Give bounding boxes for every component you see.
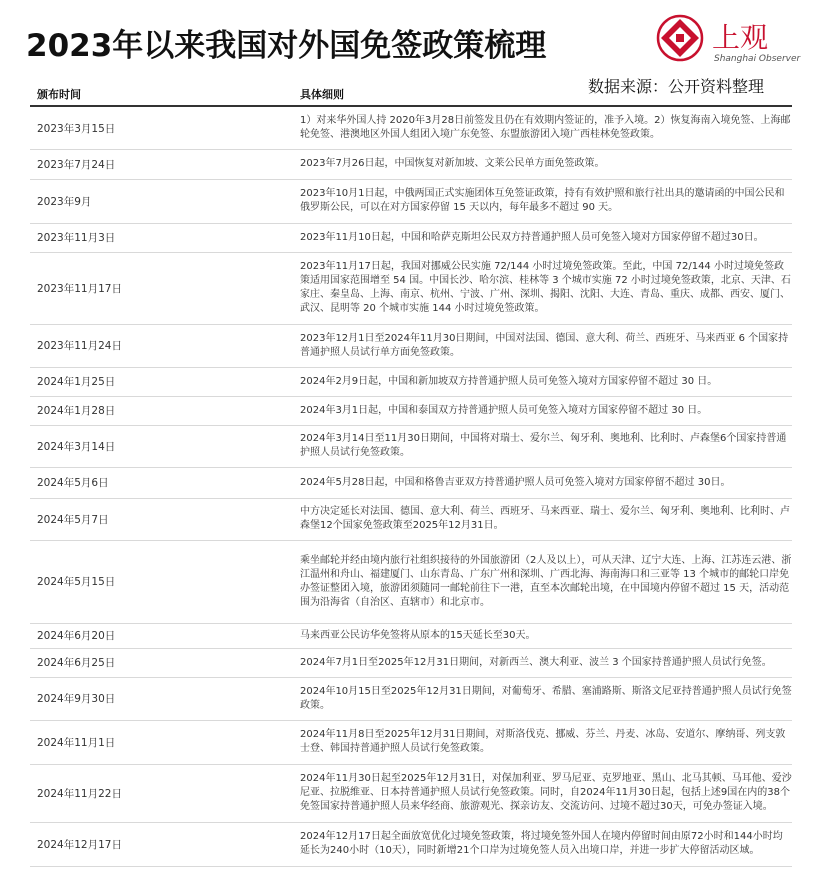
row-date: 2024年1月25日	[37, 376, 116, 388]
row-date: 2024年11月22日	[37, 787, 122, 800]
row-detail: 乘坐邮轮并经由境内旅行社组织接待的外国旅游团（2人及以上），可从天津、辽宁大连、上海、江苏连云港、浙江温州和舟山、福建厦门、山东青岛、广东广州和深圳、广西北海、海南海口和三亚等 13 个城市的邮轮口岸免办签证整团入境，旅游团须随同一邮轮前往下一港，直至本次邮轮出境，在中国境内停留不超过 15 天，活动范围为沿海省（自治区、直辖市）和北京市。	[300, 554, 792, 608]
table-row	[30, 396, 792, 426]
row-date: 2023年9月	[37, 195, 92, 208]
row-detail: 1）对来华外国人持 2020年3月28日前签发且仍在有效期内签证的，准予入境。2）恢复海南入境免签、上海邮轮免签、港澳地区外国人组团入境广东免签、东盟旅游团入境广西桂林免签政策。	[300, 115, 791, 140]
row-detail: 2023年11月10日起，中国和哈萨克斯坦公民双方持普通护照人员可免签入境对方国家停留不超过30日。	[300, 231, 764, 243]
column-header-detail: 具体细则	[300, 88, 344, 101]
data-source-note: 数据来源：公开资料整理	[588, 77, 765, 96]
row-date: 2024年3月14日	[37, 440, 116, 453]
row-date: 2024年5月15日	[37, 576, 116, 588]
row-date: 2023年11月24日	[37, 340, 122, 352]
table-row	[30, 324, 792, 368]
table-row	[30, 764, 792, 823]
row-date: 2024年9月30日	[37, 693, 116, 705]
row-date: 2024年6月20日	[37, 630, 116, 642]
row-detail: 2023年10月1日起，中俄两国正式实施团体互免签证政策，持有有效护照和旅行社出具的邀请函的中国公民和俄罗斯公民，可以在对方国家停留 15 天以内，每年最多不超过 90 天。	[300, 188, 785, 213]
row-detail: 2023年11月17日起，我国对挪威公民实施 72/144 小时过境免签政策。至此，中国 72/144 小时过境免签政策适用国家范围增至 54 国。中国长沙、哈尔滨、桂林等 3 个城市实施 72 小时过境免签政策，北京、天津、石家庄、秦皇岛、上海、南京、杭州、宁波、广州、深圳、揭阳、沈阳、大连、青岛、重庆、成都、西安、厦门、武汉、昆明等 20 个城市实施 144 小时过境免签政策。	[300, 261, 791, 314]
logo-mark-icon	[656, 14, 704, 62]
row-detail: 2024年11月30日起至2025年12月31日，对保加利亚、罗马尼亚、克罗地亚、黑山、北马其顿、马耳他、爱沙尼亚、拉脱维亚、日本持普通护照人员试行免签政策。同时，自2024年11月30日起，包括上述9国在内的38个免签国家持普通护照人员来华经商、旅游观光、探亲访友、交流访问、过境不超过30天，可免办签证入境。	[300, 773, 792, 812]
table-row	[30, 498, 792, 541]
row-date: 2024年11月1日	[37, 736, 116, 749]
row-detail: 2024年12月17日起全面放宽优化过境免签政策，将过境免签外国人在境内停留时间由原72小时和144小时均延长为240小时（10天），同时新增21个口岸为过境免签人员入出境口岸，并进一步扩大停留活动区域。	[300, 831, 783, 856]
logo-chinese-text: 上观	[712, 21, 769, 54]
table-row	[30, 648, 792, 678]
row-detail: 2023年12月1日至2024年11月30日期间，中国对法国、德国、意大利、荷兰、西班牙、马来西亚 6 个国家持普通护照人员试行单方面免签政策。	[300, 332, 789, 358]
row-date: 2023年3月15日	[37, 122, 116, 135]
row-detail: 2024年11月8日至2025年12月31日期间，对斯洛伐克、挪威、芬兰、丹麦、冰岛、安道尔、摩纳哥、列支敦士登、韩国持普通护照人员试行免签政策。	[300, 729, 786, 754]
row-detail: 2024年2月9日起，中国和新加坡双方持普通护照人员可免签入境对方国家停留不超过 30 日。	[300, 375, 718, 387]
table-row	[30, 467, 792, 499]
row-detail: 2024年3月1日起，中国和泰国双方持普通护照人员可免签入境对方国家停留不超过 30 日。	[300, 404, 708, 416]
table-row	[30, 252, 792, 325]
row-date: 2024年5月7日	[37, 513, 109, 526]
shanghai-observer-logo	[656, 12, 826, 74]
row-date: 2024年6月25日	[37, 657, 116, 669]
row-detail: 2023年7月26日起，中国恢复对新加坡、文莱公民单方面免签政策。	[300, 158, 605, 169]
logo-english-text: Shanghai Observer	[714, 54, 801, 64]
row-detail: 2024年7月1日至2025年12月31日期间，对新西兰、澳大利亚、波兰 3 个国家持普通护照人员试行免签。	[300, 656, 772, 668]
table-row	[30, 720, 792, 765]
row-date: 2023年7月24日	[37, 158, 116, 171]
table-row	[30, 822, 792, 867]
table-row	[30, 623, 792, 649]
table-row	[30, 677, 792, 721]
page-title: 2023年以来我国对外国免签政策梳理	[26, 28, 547, 64]
table-row	[30, 179, 792, 224]
column-header-date: 颁布时间	[37, 88, 81, 101]
table-row	[30, 223, 792, 253]
row-date: 2023年11月3日	[37, 232, 116, 244]
row-detail: 中方决定延长对法国、德国、意大利、荷兰、西班牙、马来西亚、瑞士、爱尔兰、匈牙利、奥地利、比利时、卢森堡12个国家免签政策至2025年12月31日。	[300, 506, 790, 531]
row-detail: 马来西亚公民访华免签将从原本的15天延长至30天。	[300, 629, 536, 641]
row-date: 2024年12月17日	[37, 838, 122, 851]
row-detail: 2024年5月28日起，中国和格鲁吉亚双方持普通护照人员可免签入境对方国家停留不超过 30日。	[300, 476, 731, 488]
row-detail: 2024年3月14日至11月30日期间，中国将对瑞士、爱尔兰、匈牙利、奥地利、比利时、卢森堡6个国家持普通护照人员试行免签政策。	[300, 433, 787, 458]
table-row	[30, 149, 792, 180]
row-date: 2023年11月17日	[37, 282, 122, 295]
table-row	[30, 540, 792, 624]
row-detail: 2024年10月15日至2025年12月31日期间，对葡萄牙、希腊、塞浦路斯、斯洛文尼亚持普通护照人员试行免签政策。	[300, 685, 792, 711]
row-date: 2024年5月6日	[37, 477, 109, 489]
table-row	[30, 367, 792, 397]
table-row	[30, 107, 792, 150]
row-date: 2024年1月28日	[37, 405, 116, 417]
table-row	[30, 425, 792, 468]
